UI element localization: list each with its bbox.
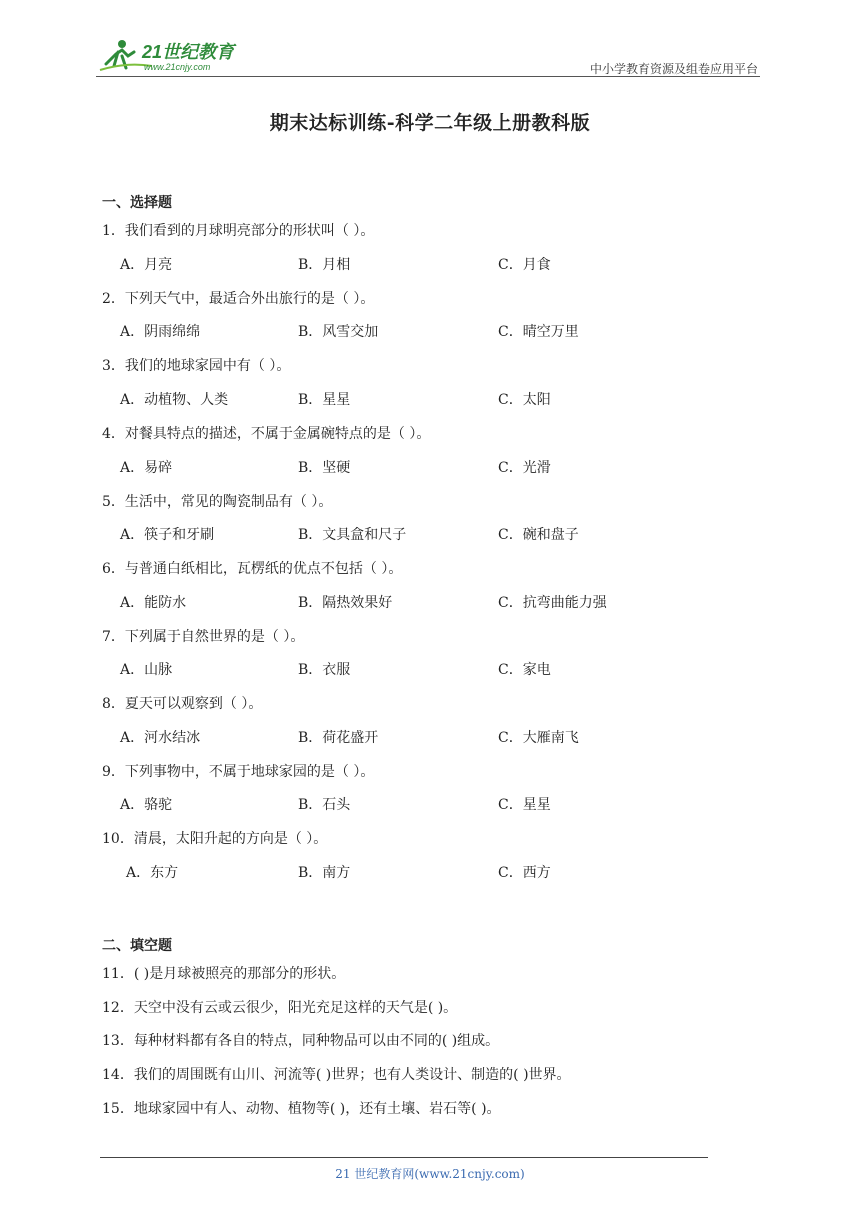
option-a: A．阴雨绵绵 (120, 324, 201, 340)
option-b: B．文具盒和尺子 (298, 527, 407, 543)
question-text: 6．与普通白纸相比，瓦楞纸的优点不包括（ ）。 (102, 561, 403, 577)
question-text: 10．清晨，太阳升起的方向是（ ）。 (102, 831, 328, 847)
question-text: 3．我们的地球家园中有（ ）。 (102, 358, 291, 374)
fill-question: 12．天空中没有云或云很少，阳光充足这样的天气是( )。 (102, 1000, 458, 1016)
option-a: A．筷子和牙刷 (120, 527, 215, 543)
question-text: 1．我们看到的月球明亮部分的形状叫（ ）。 (102, 223, 375, 239)
page-title: 期末达标训练-科学二年级上册教科版 (269, 112, 591, 134)
footer-divider (100, 1157, 708, 1158)
section-heading-choice: 一、选择题 (102, 195, 172, 211)
option-c: C．家电 (498, 662, 551, 678)
question-text: 4．对餐具特点的描述，不属于金属碗特点的是（ ）。 (102, 426, 431, 442)
fill-question: 13．每种材料都有各自的特点，同种物品可以由不同的( )组成。 (102, 1033, 500, 1049)
question-text: 5．生活中，常见的陶瓷制品有（ ）。 (102, 494, 333, 510)
option-b: B．星星 (298, 392, 351, 408)
option-c: C．西方 (498, 865, 551, 881)
option-a: A．东方 (126, 865, 179, 881)
option-c: C．晴空万里 (498, 324, 579, 340)
option-a: A．骆驼 (120, 797, 173, 813)
option-a: A．易碎 (120, 460, 173, 476)
header-platform-text: 中小学教育资源及组卷应用平台 (589, 62, 758, 76)
option-c: C．光滑 (498, 460, 551, 476)
option-a: A．能防水 (120, 595, 187, 611)
fill-question: 11．( )是月球被照亮的那部分的形状。 (102, 966, 346, 982)
option-a: A．月亮 (120, 257, 173, 273)
section-heading-fill: 二、填空题 (102, 938, 172, 954)
option-b: B．坚硬 (298, 460, 351, 476)
option-a: A．河水结冰 (120, 730, 201, 746)
option-a: A．山脉 (120, 662, 173, 678)
option-c: C．月食 (498, 257, 551, 273)
option-b: B．风雪交加 (298, 324, 379, 340)
option-c: C．星星 (498, 797, 551, 813)
footer-link[interactable]: 21 世纪教育网(www.21cnjy.com) (335, 1167, 525, 1181)
option-b: B．隔热效果好 (298, 595, 393, 611)
option-c: C．太阳 (498, 392, 551, 408)
fill-question: 15．地球家园中有人、动物、植物等( )，还有土壤、岩石等( )。 (102, 1101, 501, 1117)
question-text: 7．下列属于自然世界的是（ ）。 (102, 629, 305, 645)
option-b: B．石头 (298, 797, 351, 813)
question-text: 8．夏天可以观察到（ ）。 (102, 696, 263, 712)
option-c: C．大雁南飞 (498, 730, 579, 746)
option-b: B．月相 (298, 257, 351, 273)
option-a: A．动植物、人类 (120, 392, 229, 408)
option-b: B．南方 (298, 865, 351, 881)
site-logo (96, 36, 256, 76)
option-b: B．荷花盛开 (298, 730, 379, 746)
header-divider (96, 76, 760, 77)
question-text: 9．下列事物中，不属于地球家园的是（ ）。 (102, 764, 375, 780)
option-c: C．抗弯曲能力强 (498, 595, 607, 611)
fill-question: 14．我们的周围既有山川、河流等( )世界；也有人类设计、制造的( )世界。 (102, 1067, 571, 1083)
option-c: C．碗和盘子 (498, 527, 579, 543)
svg-text:www.21cnjy.com: www.21cnjy.com (144, 62, 211, 72)
option-b: B．衣服 (298, 662, 351, 678)
question-text: 2．下列天气中，最适合外出旅行的是（ ）。 (102, 291, 375, 307)
runner-logo-icon (96, 36, 256, 76)
svg-text:21世纪教育: 21世纪教育 (142, 42, 235, 62)
